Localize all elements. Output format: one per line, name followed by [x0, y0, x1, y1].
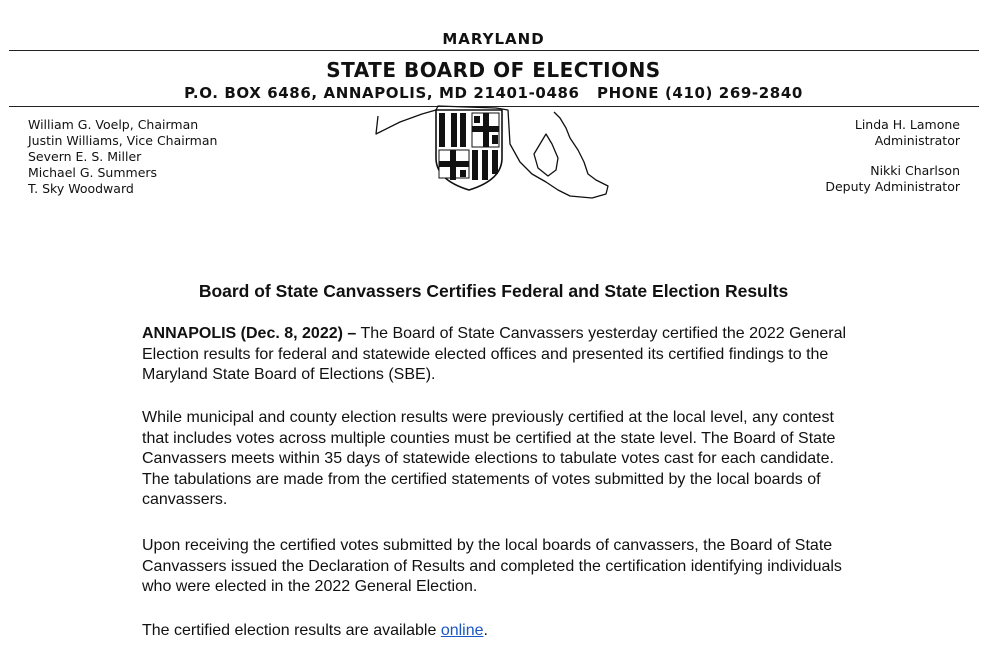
release-headline: Board of State Canvassers Certifies Federal and State Election Results: [198, 281, 789, 301]
header-rule-top: [9, 50, 979, 51]
board-member: T. Sky Woodward: [28, 181, 134, 196]
board-member: Justin Williams, Vice Chairman: [28, 133, 218, 148]
deputy-administrator-name: Nikki Charlson: [870, 163, 960, 178]
paragraph-dateline: [142, 324, 852, 386]
board-member: William G. Voelp, Chairman: [28, 117, 199, 132]
board-name: STATE BOARD OF ELECTIONS: [326, 58, 661, 82]
board-members-list: [28, 117, 217, 197]
paragraph-4-prefix: The certified election results are available: [142, 622, 441, 639]
officials-block: [825, 117, 960, 195]
online-results-link[interactable]: online: [440, 622, 484, 639]
administrator-name: Linda H. Lamone: [854, 117, 960, 132]
paragraph-4: [142, 621, 852, 642]
paragraph-3: Upon receiving the certified votes submitted by the local boards of canvassers, the Board of State Canvassers issued the Declaration of Results and completed the certification identifying individuals who were elected in the 2022 General Election.: [142, 537, 842, 595]
paragraph-2: While municipal and county election results were previously certified at the local level, any contest that includes votes across multiple counties must be certified at the state level. The Board of State Canvassers meets within 35 days of statewide elections to tabulate votes cast for each candidate. The tabulations are made from the certified statements of votes submitted by the local boards of canvassers.: [142, 409, 836, 508]
dateline: ANNAPOLIS (Dec. 8, 2022) –: [142, 325, 357, 342]
state-name: MARYLAND: [442, 30, 545, 48]
maryland-map-seal-icon: [370, 104, 620, 204]
paragraph-1-body: The Board of State Canvassers yesterday certified the 2022 General Election results for federal and statewide elected offices and presented its certified findings to the Maryland State Board of Elections (SBE).: [142, 325, 847, 383]
address-phone-line: P.O. BOX 6486, ANNAPOLIS, MD 21401-0486 PHONE (410) 269-2840: [184, 84, 803, 102]
board-member: Michael G. Summers: [28, 165, 158, 180]
deputy-administrator-title: Deputy Administrator: [825, 179, 960, 194]
board-member: Severn E. S. Miller: [28, 149, 142, 164]
maryland-shield: [436, 110, 502, 190]
administrator-title: Administrator: [874, 133, 960, 148]
paragraph-4-suffix: .: [483, 622, 488, 639]
